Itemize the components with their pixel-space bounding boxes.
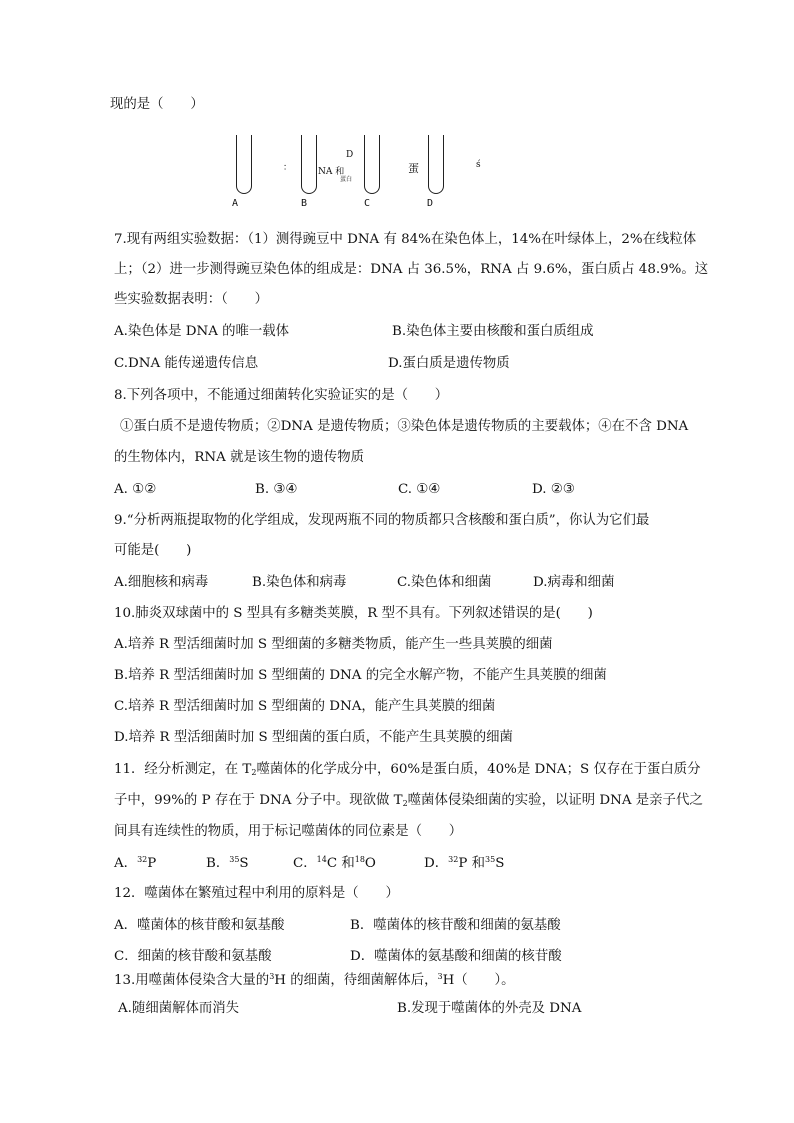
q10-option-b[interactable]: B.培养 R 型活细菌时加 S 型细菌的 DNA 的完全水解产物，不能产生具荚膜的细菌 <box>114 668 607 683</box>
fragment-mark-a: ： <box>283 163 293 173</box>
question-6-tail: 现的是（ ） <box>110 97 204 112</box>
q7-option-c[interactable]: C.DNA 能传递遗传信息 <box>114 356 259 371</box>
q11-option-a[interactable]: A．$^{32}$P <box>114 855 157 871</box>
question-7-line-2: 上；（2）进一步测得豌豆染色体的组成是：DNA 占 36.5%，RNA 占 9.6%，蛋白质占 48.9%。这 <box>114 262 709 277</box>
q9-option-a[interactable]: A.细胞核和病毒 <box>114 575 209 590</box>
question-9-line-1: 9.“分析两瓶提取物的化学组成，发现两瓶不同的物质都只含核酸和蛋白质”，你认为它们最 <box>114 513 650 528</box>
q9-option-b[interactable]: B.染色体和病毒 <box>252 575 347 590</box>
fragment-protein: 蛋 <box>408 162 419 175</box>
question-10-line-1: 10.肺炎双球菌中的 S 型具有多糖类荚膜，R 型不具有。下列叙述错误的是( ) <box>114 606 593 621</box>
q7-option-a[interactable]: A.染色体是 DNA 的唯一载体 <box>114 324 290 339</box>
question-7-line-1: 7.现有两组实验数据：（1）测得豌豆中 DNA 有 84%在染色体上，14%在叶绿体上，2%在线粒体 <box>114 232 697 247</box>
q12-option-b[interactable]: B．噬菌体的核苷酸和细菌的氨基酸 <box>350 918 561 933</box>
question-8-line-1: 8.下列各项中，不能通过细菌转化实验证实的是（ ） <box>114 388 449 403</box>
tube-label-b: B <box>301 198 308 209</box>
q8-option-c[interactable]: C. ①④ <box>398 482 441 497</box>
fragment-dna-d: D <box>346 150 354 160</box>
question-8-line-3: 的生物体内，RNA 就是该生物的遗传物质 <box>114 450 364 465</box>
q11-option-d[interactable]: D．$^{32}$P 和$^{35}$S <box>424 855 505 871</box>
tube-label-c: C <box>364 198 371 209</box>
q11-option-c[interactable]: C．$^{14}$C 和$^{18}$O <box>293 855 376 871</box>
question-7-line-3: 些实验数据表明：（ ） <box>114 292 268 307</box>
tube-label-a: A <box>232 198 239 209</box>
question-13-line-1: 13.用噬菌体侵染含大量的$^3$H 的细菌，待细菌解体后，$^3$H（ ）。 <box>114 972 515 988</box>
question-11-line-1: 11．经分析测定，在 $T_2$噬菌体的化学成分中，60%是蛋白质，40%是 DNA；S 仅存在于蛋白质分 <box>114 762 701 777</box>
test-tube-b <box>301 135 317 194</box>
q10-option-c[interactable]: C.培养 R 型活细菌时加 S 型细菌的 DNA，能产生具荚膜的细菌 <box>114 699 496 714</box>
q10-option-d[interactable]: D.培养 R 型活细菌时加 S 型细菌的蛋白质，不能产生具荚膜的细菌 <box>114 730 513 745</box>
q9-option-d[interactable]: D.病毒和细菌 <box>533 575 615 590</box>
q12-option-d[interactable]: D．噬菌体的氨基酸和细菌的核苷酸 <box>350 949 562 964</box>
q10-option-a[interactable]: A.培养 R 型活细菌时加 S 型细菌的多糖类物质，能产生一些具荚膜的细菌 <box>114 637 553 652</box>
q8-option-a[interactable]: A. ①② <box>114 482 157 497</box>
q11-option-b[interactable]: B．$^{35}$S <box>206 855 249 871</box>
q12-option-a[interactable]: A．噬菌体的核苷酸和氨基酸 <box>114 918 285 933</box>
question-12-line-1: 12．噬菌体在繁殖过程中利用的原料是（ ） <box>114 886 399 901</box>
q13-option-b[interactable]: B.发现于噬菌体的外壳及 DNA <box>397 1001 582 1016</box>
question-11-line-3: 间具有连续性的物质，用于标记噬菌体的同位素是（ ） <box>114 824 463 839</box>
q8-option-d[interactable]: D. ②③ <box>532 482 575 497</box>
q12-option-c[interactable]: C．细菌的核苷酸和氨基酸 <box>114 949 272 964</box>
question-11-line-2: 子中，99%的 P 存在于 DNA 分子中。现欲做 $T_2$噬菌体侵染细菌的实验，以证明 DNA 是亲子代之 <box>114 793 703 808</box>
q9-option-c[interactable]: C.染色体和细菌 <box>397 575 492 590</box>
q8-option-b[interactable]: B. ③④ <box>255 482 298 497</box>
q7-option-b[interactable]: B.染色体主要由核酸和蛋白质组成 <box>392 324 594 339</box>
tube-label-d: D <box>427 198 434 209</box>
question-9-line-2: 可能是( ) <box>114 543 192 558</box>
test-tube-d <box>428 135 444 194</box>
fragment-dna-sub: 蛋白 <box>340 176 353 183</box>
fragment-mark-d: ś <box>476 160 481 170</box>
q13-option-a[interactable]: A.随细菌解体而消失 <box>118 1001 240 1016</box>
q7-option-d[interactable]: D.蛋白质是遗传物质 <box>388 356 510 371</box>
question-8-line-2: ①蛋白质不是遗传物质；②DNA 是遗传物质；③染色体是遗传物质的主要载体；④在不含 DNA <box>120 419 689 434</box>
test-tube-c <box>364 135 380 194</box>
fragment-dna-na: NA 和 <box>318 167 345 177</box>
test-tube-a <box>236 135 252 194</box>
